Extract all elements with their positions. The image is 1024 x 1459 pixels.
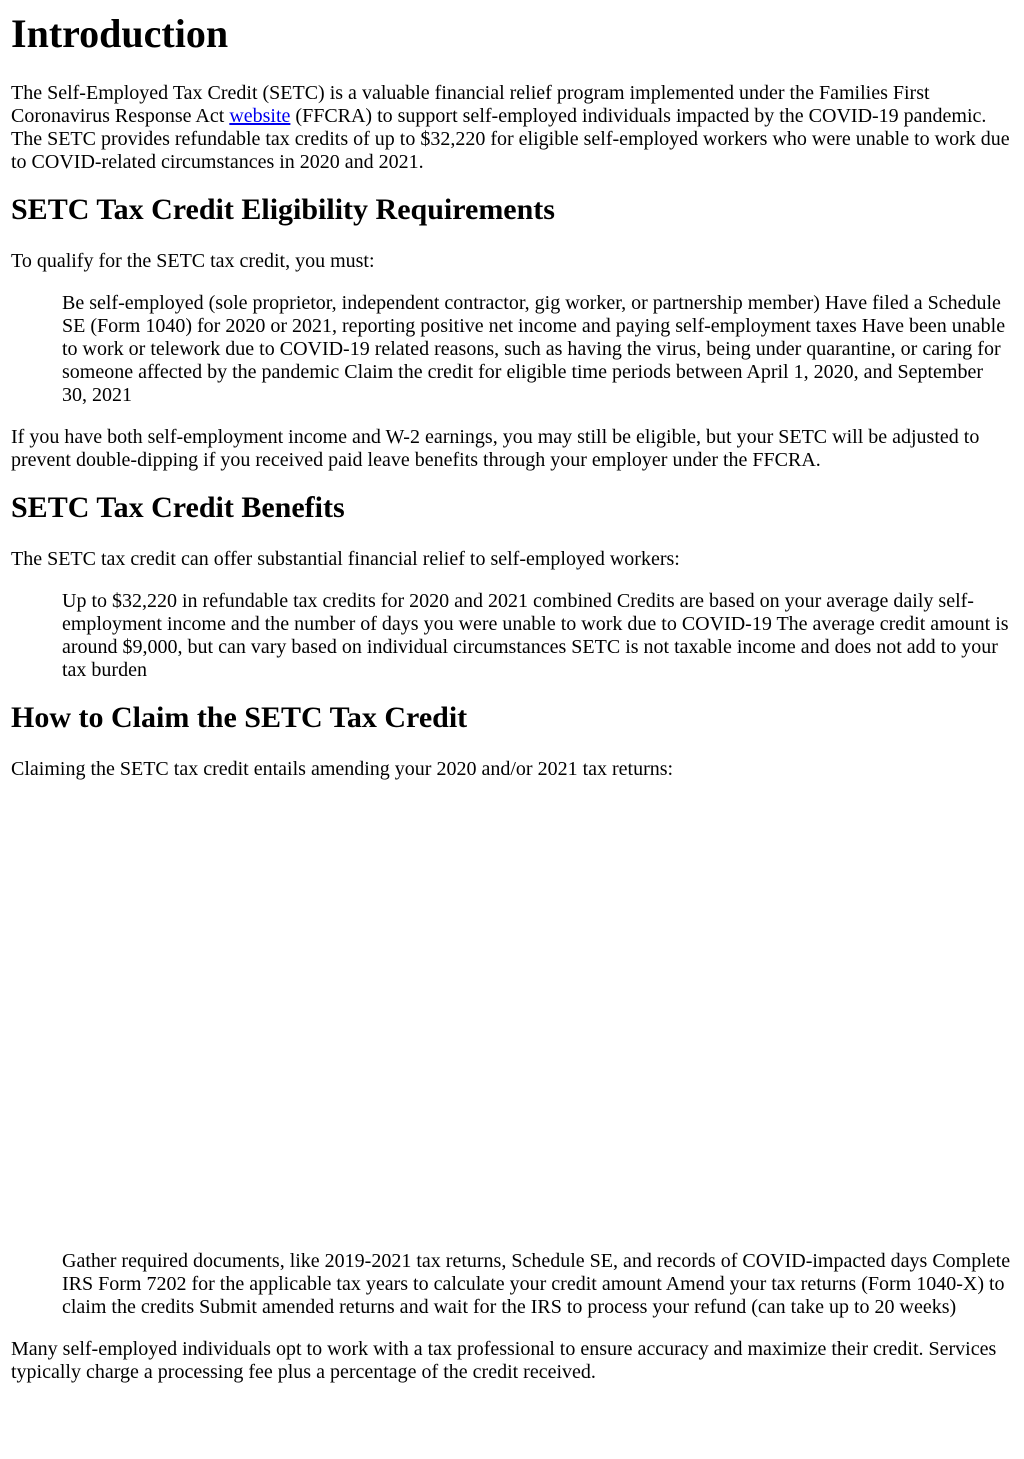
- intro-text-before-link: The Self-Employed Tax Credit (SETC) is a valuable financial relief program implemented under the Families First Coronavirus Response Act: [11, 82, 930, 127]
- article: [11, 11, 1012, 1384]
- section-claim: [11, 701, 1012, 1384]
- page-title: Introduction: [11, 11, 229, 56]
- eligibility-note: If you have both self-employment income and W-2 earnings, you may still be eligible, but your SETC will be adjusted to prevent double-dipping if you received paid leave benefits through your employer under the FFCRA.: [11, 426, 980, 471]
- benefits-list: Up to $32,220 in refundable tax credits for 2020 and 2021 combined Credits are based on your average daily self-employment income and the number of days you were unable to work due to COVID-19 The average credit amount is around $9,000, but can vary based on individual circumstances SETC is not taxable income and does not add to your tax burden: [62, 590, 1009, 681]
- claim-lead: Claiming the SETC tax credit entails amending your 2020 and/or 2021 tax returns:: [11, 758, 674, 780]
- claim-closing: Many self-employed individuals opt to work with a tax professional to ensure accuracy and maximize their credit. Services typically charge a processing fee plus a percentage of the credit received.: [11, 1338, 997, 1383]
- eligibility-lead: To qualify for the SETC tax credit, you must:: [11, 250, 375, 272]
- claim-steps-list: Gather required documents, like 2019-2021 tax returns, Schedule SE, and records of COVID-impacted days Complete IRS Form 7202 for the applicable tax years to calculate your credit amount Amend your tax returns (Form 1040-X) to claim the credits Submit amended returns and wait for the IRS to process your refund (can take up to 20 weeks): [62, 1250, 1011, 1318]
- section-benefits: [11, 491, 1012, 682]
- benefits-lead: The SETC tax credit can offer substantial financial relief to self-employed workers:: [11, 548, 680, 570]
- claim-heading: How to Claim the SETC Tax Credit: [11, 701, 468, 734]
- eligibility-list: Be self-employed (sole proprietor, independent contractor, gig worker, or partnership member) Have filed a Schedule SE (Form 1040) for 2020 or 2021, reporting positive net income and paying self-employment taxes Have been unable to work or telework due to COVID-19 related reasons, such as having the virus, being under quarantine, or caring for someone affected by the pandemic Claim the credit for eligible time periods between April 1, 2020, and September 30, 2021: [62, 292, 1006, 406]
- eligibility-heading: SETC Tax Credit Eligibility Requirements: [11, 193, 555, 226]
- section-introduction: [11, 11, 1012, 174]
- intro-paragraph: [11, 82, 1012, 174]
- section-eligibility: [11, 193, 1012, 472]
- intro-text-after-link: (FFCRA) to support self-employed individuals impacted by the COVID-19 pandemic. The SETC provides refundable tax credits of up to $32,220 for eligible self-employed workers who were unable to work due to COVID-related circumstances in 2020 and 2021.: [11, 105, 1010, 173]
- benefits-heading: SETC Tax Credit Benefits: [11, 491, 345, 524]
- website-link[interactable]: website: [229, 105, 291, 127]
- blank-image-area: [11, 800, 1012, 1250]
